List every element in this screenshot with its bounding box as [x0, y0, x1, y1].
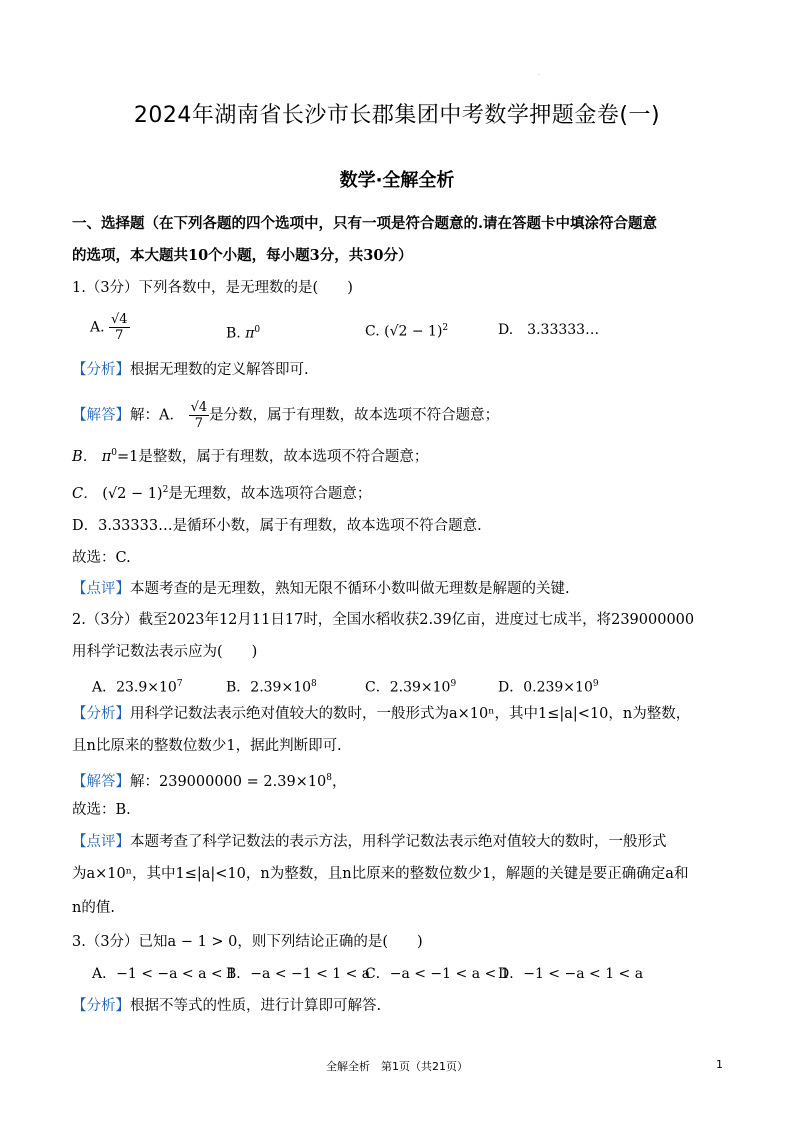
- q1-option-c: [365, 318, 448, 342]
- q1-solution-b-exponent: 0: [111, 448, 118, 458]
- q3-option-b: B．−a < −1 < 1 < a: [226, 966, 371, 982]
- q1-option-c-value: (√2 − 1): [384, 323, 443, 340]
- q1-analysis: [72, 360, 734, 380]
- page-subtitle: 数学·全解全析: [339, 170, 455, 191]
- q1-solution-b-prefix: B．: [72, 448, 98, 465]
- q2-solution-end: ，: [332, 773, 347, 790]
- q1-option-a-fraction: [109, 312, 130, 343]
- q1-solution-numerator: √4: [190, 400, 208, 415]
- q2-analysis-line2: 且n比原来的整数位数少1，据此判断即可.: [72, 738, 342, 754]
- q2-option-a-text: A．23.9×10: [92, 679, 177, 696]
- q2-option-c-exponent: 9: [450, 679, 457, 689]
- q1-option-b: [226, 320, 260, 344]
- q3-option-a: A．−1 < −a < a < 1: [92, 966, 236, 982]
- solution-tag: 【解答】: [72, 773, 130, 790]
- q1-stem: 1.（3分）下列各数中，是无理数的是( ): [72, 280, 353, 296]
- q2-comment-line2: 为a×10ⁿ，其中1≤|a|<10，n为整数，且n比原来的整数位数少1，解题的关键是要正确确定a和: [72, 866, 689, 882]
- q2-option-d-exponent: 9: [592, 679, 599, 689]
- q1-solution-c: [72, 480, 734, 504]
- page-number: 1: [716, 1058, 723, 1071]
- analysis-tag: 【分析】: [72, 362, 130, 378]
- analysis-tag: 【分析】: [72, 998, 130, 1014]
- q1-solution-denominator: 7: [194, 416, 204, 431]
- q2-option-b-text: B．2.39×10: [226, 679, 312, 696]
- q2-option-b-exponent: 8: [311, 679, 317, 689]
- q1-choice: 故选：C.: [72, 550, 131, 566]
- q1-option-c-label: C.: [365, 323, 380, 340]
- q1-comment-text: 本题考查的是无理数，熟知无限不循环小数叫做无理数是解题的关键.: [130, 581, 570, 597]
- q1-solution-c-text: 是无理数，故本选项符合题意；: [168, 485, 372, 502]
- q1-option-d: D. 3.33333…: [498, 322, 600, 338]
- q3-stem: 3.（3分）已知a − 1 > 0，则下列结论正确的是( ): [72, 934, 423, 950]
- q2-comment: [72, 832, 734, 852]
- page-title: 2024年湖南省长沙市长郡集团中考数学押题金卷(一): [133, 103, 661, 128]
- q1-option-a-label: A.: [90, 319, 105, 336]
- q2-solution: [72, 768, 734, 792]
- q2-analysis: [72, 704, 734, 724]
- q3-option-d: D．−1 < −a < 1 < a: [498, 966, 644, 982]
- q1-option-b-label: B.: [226, 325, 241, 342]
- q1-solution-c-expr: (√2 − 1): [102, 485, 163, 502]
- q1-option-a: [90, 312, 130, 343]
- comment-tag: 【点评】: [72, 581, 130, 597]
- q1-solution-d: D．3.33333…是循环小数，属于有理数，故本选项不符合题意.: [72, 518, 482, 534]
- q1-solution-b: [72, 443, 734, 467]
- page-footer: 全解全析 第1页（共21页）: [326, 1060, 468, 1073]
- q1-solution-fraction: [189, 400, 210, 431]
- q1-solution-b-text: =1是整数，属于有理数，故本选项不符合题意；: [117, 448, 429, 465]
- q2-choice: 故选：B.: [72, 802, 131, 818]
- q1-comment: [72, 579, 734, 599]
- q2-option-c: [365, 674, 456, 698]
- q1-option-b-value: π: [245, 325, 255, 342]
- q1-analysis-text: 根据无理数的定义解答即可.: [130, 362, 309, 378]
- q2-stem-line1: 2.（3分）截至2023年12月11日17时，全国水稻收获2.39亿亩，进度过七成半，将239000000: [72, 612, 695, 628]
- q1-option-a-numerator: √4: [111, 312, 128, 327]
- q1-option-c-exponent: 2: [442, 323, 449, 333]
- q2-option-c-text: C．2.39×10: [365, 679, 451, 696]
- q2-stem-line2: 用科学记数法表示应为( ): [72, 644, 258, 660]
- q1-solution-c-prefix: C．: [72, 485, 98, 502]
- q2-option-a: [92, 674, 183, 698]
- q1-solution-a-text: 是分数，属于有理数，故本选项不符合题意；: [209, 407, 500, 424]
- q3-analysis: [72, 996, 734, 1016]
- q1-solution-prefix: 解：A．: [130, 407, 184, 424]
- q1-option-a-denominator: 7: [115, 328, 124, 343]
- q2-option-d: [498, 674, 599, 698]
- q1-solution-a: [72, 400, 734, 431]
- q1-solution-b-pi: π: [101, 448, 112, 465]
- analysis-tag: 【分析】: [72, 706, 130, 722]
- q1-option-b-exponent: 0: [254, 325, 261, 335]
- q2-analysis-text: 用科学记数法表示绝对值较大的数时，一般形式为a×10ⁿ，其中1≤|a|<10，n为整数，: [130, 706, 691, 722]
- q3-option-c: C．−a < −1 < a < 1: [365, 966, 510, 982]
- solution-tag: 【解答】: [72, 407, 130, 424]
- scan-mark: ·: [538, 72, 540, 79]
- q2-option-a-exponent: 7: [176, 679, 183, 689]
- q1-solution-c-exponent: 2: [162, 485, 169, 495]
- comment-tag: 【点评】: [72, 834, 130, 850]
- section-heading-line1: 一、选择题（在下列各题的四个选项中，只有一项是符合题意的.请在答题卡中填涂符合题意: [72, 215, 658, 232]
- q2-option-b: [226, 674, 317, 698]
- section-heading-line2: 的选项，本大题共10个小题，每小题3分，共30分）: [72, 247, 413, 264]
- q3-analysis-text: 根据不等式的性质，进行计算即可解答.: [130, 998, 382, 1014]
- q2-comment-line3: n的值.: [72, 900, 115, 916]
- q2-comment-text: 本题考查了科学记数法的表示方法，用科学记数法表示绝对值较大的数时，一般形式: [130, 834, 667, 850]
- q2-solution-exponent: 8: [326, 773, 333, 783]
- q2-solution-text: 解：239000000 = 2.39×10: [130, 773, 327, 790]
- q2-option-d-text: D．0.239×10: [498, 679, 593, 696]
